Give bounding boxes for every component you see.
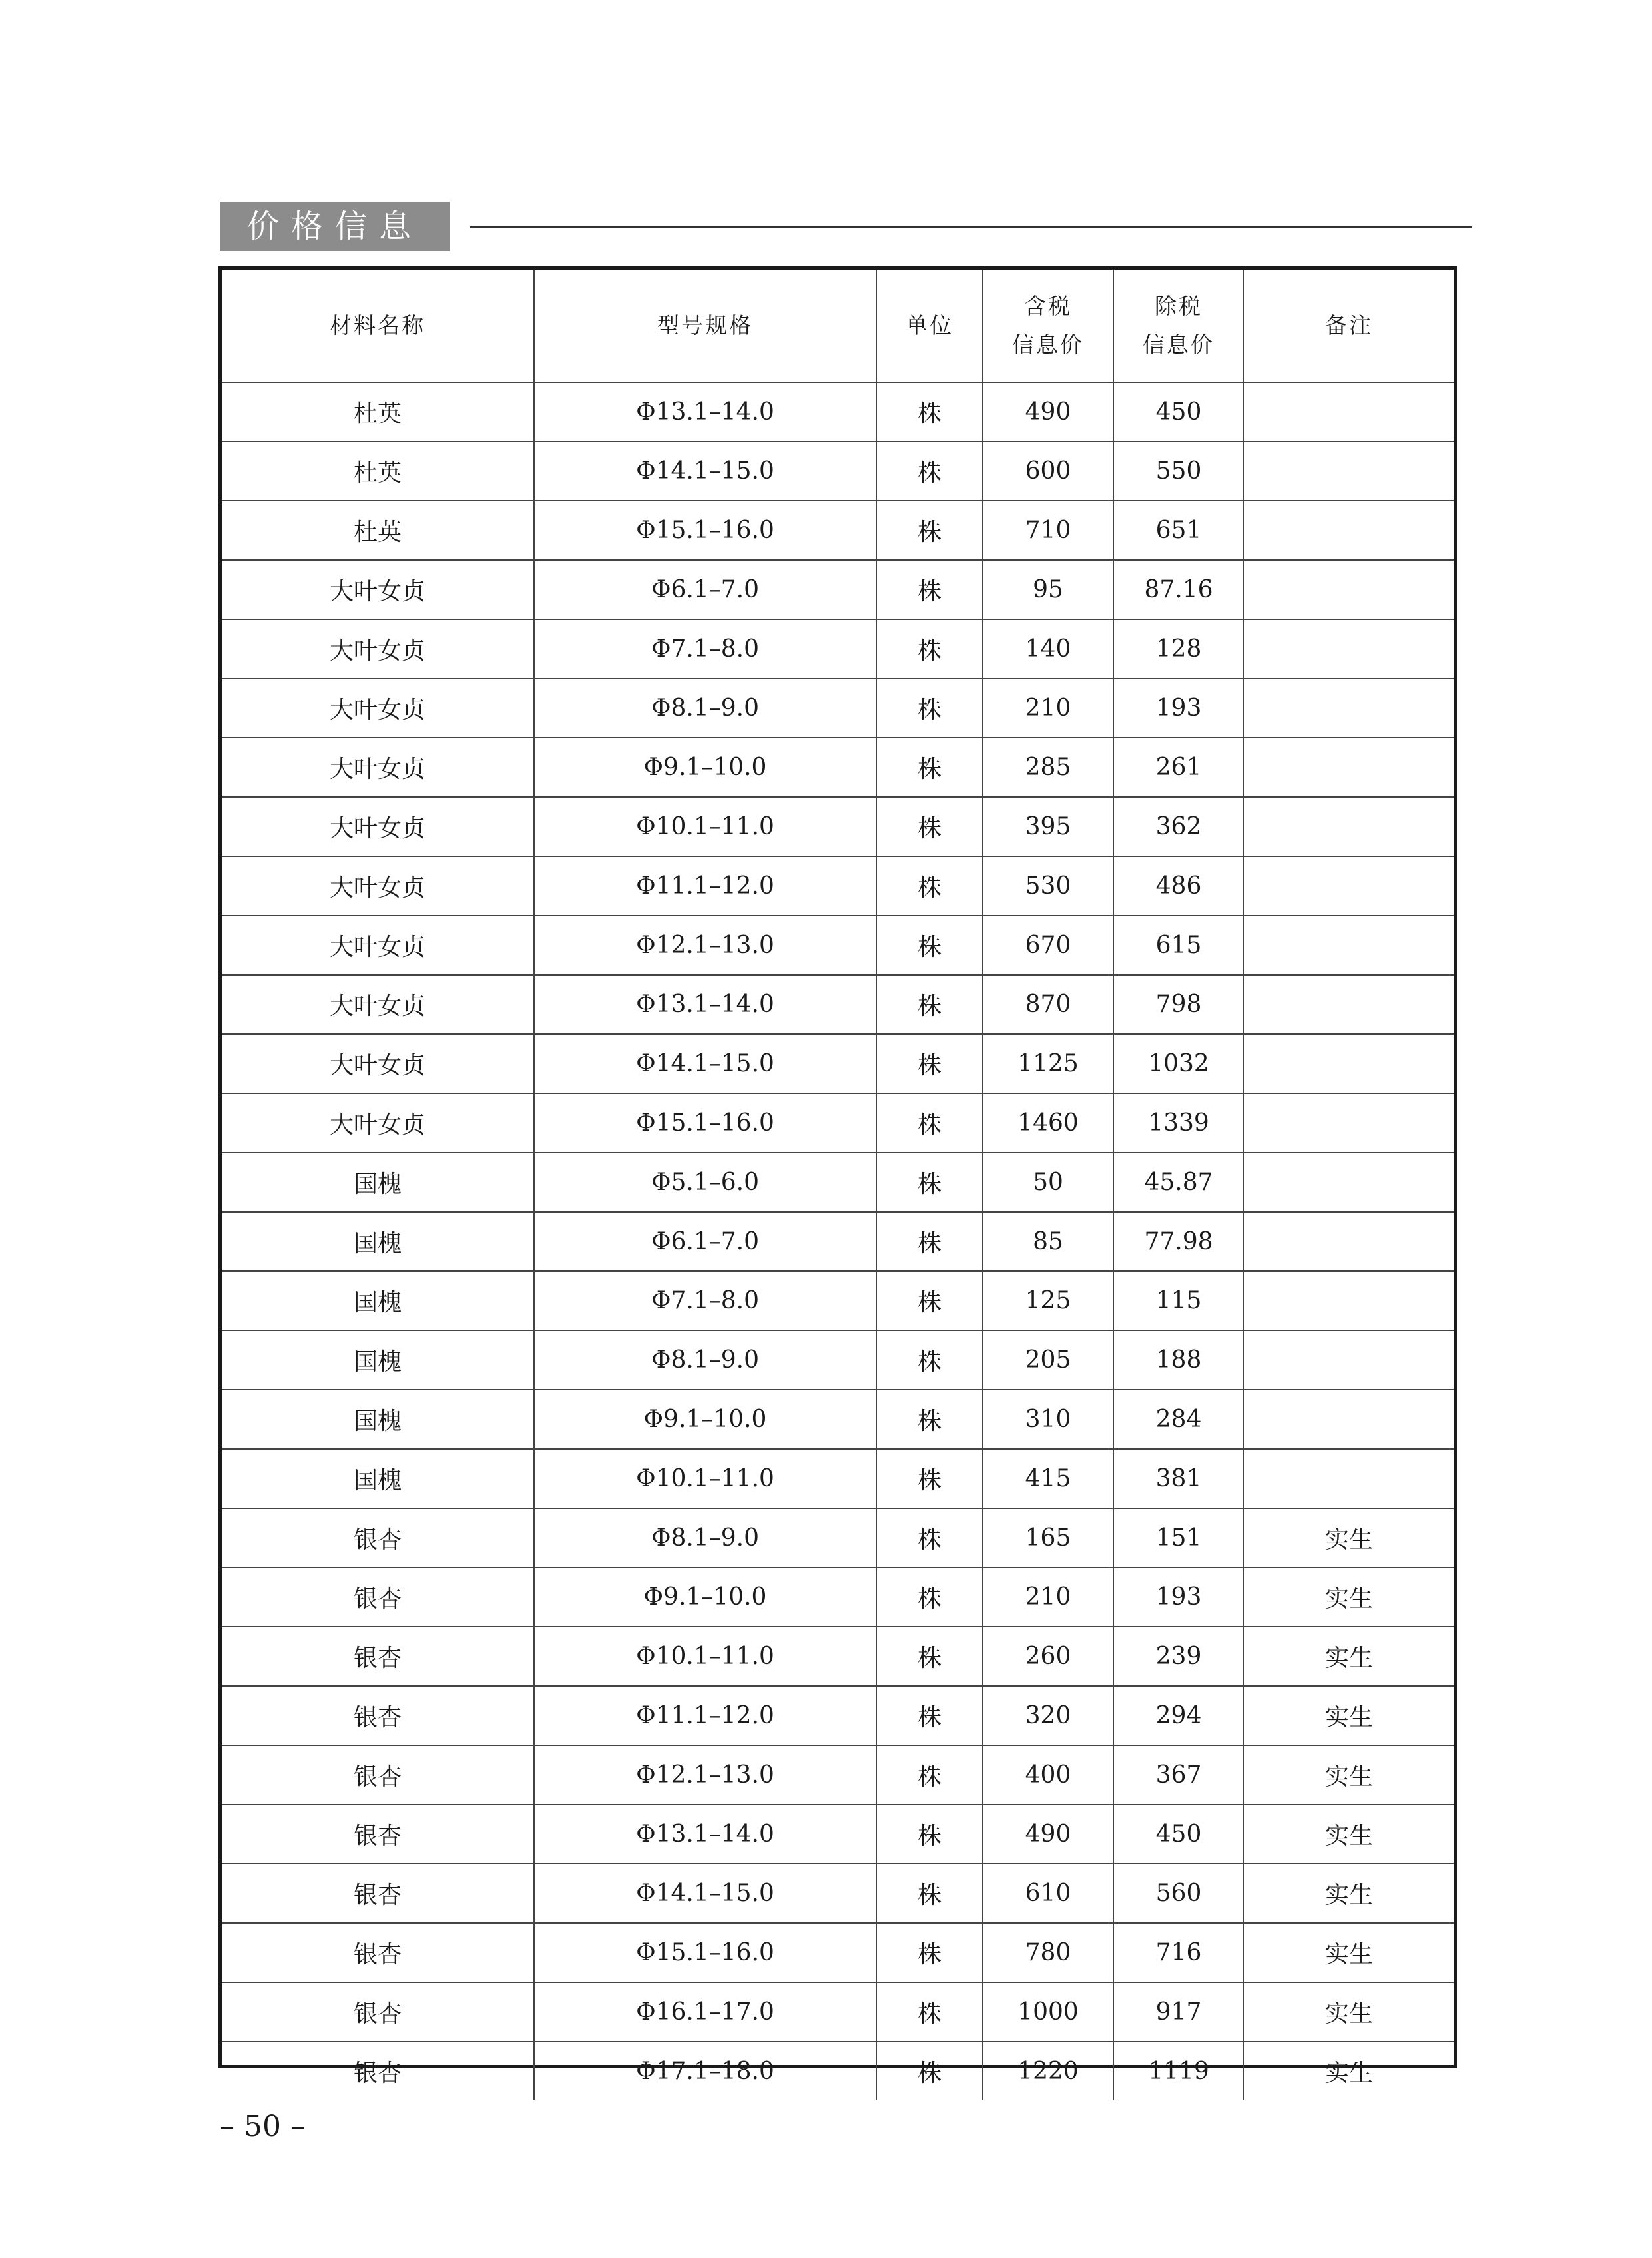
header-material-name: 材料名称 <box>222 270 534 382</box>
header-rule <box>470 226 1472 228</box>
cell-price-incl-tax: 670 <box>983 916 1113 975</box>
cell-remarks <box>1244 382 1454 441</box>
cell-unit: 株 <box>876 1805 983 1864</box>
cell-remarks <box>1244 797 1454 856</box>
cell-unit: 株 <box>876 1449 983 1508</box>
cell-unit: 株 <box>876 1093 983 1153</box>
cell-price-excl-tax: 188 <box>1113 1330 1244 1390</box>
cell-unit: 株 <box>876 1153 983 1212</box>
cell-price-excl-tax: 651 <box>1113 501 1244 560</box>
cell-material-name: 国槐 <box>222 1153 534 1212</box>
cell-price-excl-tax: 486 <box>1113 856 1244 916</box>
cell-price-excl-tax: 193 <box>1113 679 1244 738</box>
cell-price-incl-tax: 870 <box>983 975 1113 1034</box>
cell-price-incl-tax: 210 <box>983 679 1113 738</box>
cell-price-excl-tax: 115 <box>1113 1271 1244 1330</box>
cell-price-excl-tax: 716 <box>1113 1923 1244 1982</box>
cell-model-spec: Φ13.1–14.0 <box>534 382 876 441</box>
table-header-row <box>222 270 1454 382</box>
cell-price-incl-tax: 1220 <box>983 2042 1113 2100</box>
table-row <box>222 856 1454 916</box>
cell-model-spec: Φ16.1–17.0 <box>534 1982 876 2042</box>
cell-remarks <box>1244 619 1454 679</box>
table-row <box>222 1093 1454 1153</box>
price-table-frame <box>218 266 1457 2087</box>
cell-price-excl-tax: 362 <box>1113 797 1244 856</box>
cell-price-incl-tax: 490 <box>983 382 1113 441</box>
table-row <box>222 382 1454 441</box>
cell-model-spec: Φ15.1–16.0 <box>534 501 876 560</box>
table-row <box>222 797 1454 856</box>
cell-material-name: 国槐 <box>222 1449 534 1508</box>
cell-remarks <box>1244 856 1454 916</box>
cell-model-spec: Φ7.1–8.0 <box>534 619 876 679</box>
cell-unit: 株 <box>876 1864 983 1923</box>
header-unit: 单位 <box>876 270 983 382</box>
table-body <box>222 382 1454 2100</box>
cell-model-spec: Φ8.1–9.0 <box>534 679 876 738</box>
cell-model-spec: Φ9.1–10.0 <box>534 1567 876 1627</box>
cell-model-spec: Φ8.1–9.0 <box>534 1508 876 1567</box>
cell-remarks <box>1244 441 1454 501</box>
cell-price-excl-tax: 450 <box>1113 1805 1244 1864</box>
cell-remarks: 实生 <box>1244 1567 1454 1627</box>
cell-model-spec: Φ9.1–10.0 <box>534 1390 876 1449</box>
table-row <box>222 1982 1454 2042</box>
cell-remarks: 实生 <box>1244 1508 1454 1567</box>
cell-unit: 株 <box>876 382 983 441</box>
cell-remarks <box>1244 679 1454 738</box>
cell-remarks <box>1244 1093 1454 1153</box>
cell-remarks <box>1244 738 1454 797</box>
cell-unit: 株 <box>876 1271 983 1330</box>
cell-material-name: 银杏 <box>222 1745 534 1805</box>
cell-unit: 株 <box>876 619 983 679</box>
table-row <box>222 1627 1454 1686</box>
page-number: – 50 – <box>220 2110 305 2143</box>
cell-remarks <box>1244 1390 1454 1449</box>
cell-price-incl-tax: 600 <box>983 441 1113 501</box>
table-row <box>222 1271 1454 1330</box>
cell-unit: 株 <box>876 1330 983 1390</box>
cell-unit: 株 <box>876 797 983 856</box>
cell-model-spec: Φ10.1–11.0 <box>534 1449 876 1508</box>
cell-unit: 株 <box>876 1982 983 2042</box>
table-row <box>222 1390 1454 1449</box>
cell-unit: 株 <box>876 916 983 975</box>
cell-unit: 株 <box>876 501 983 560</box>
cell-price-incl-tax: 95 <box>983 560 1113 619</box>
cell-price-excl-tax: 450 <box>1113 382 1244 441</box>
cell-material-name: 银杏 <box>222 1686 534 1745</box>
table-row <box>222 916 1454 975</box>
table-row <box>222 501 1454 560</box>
cell-unit: 株 <box>876 975 983 1034</box>
cell-model-spec: Φ15.1–16.0 <box>534 1923 876 1982</box>
table-row <box>222 1923 1454 1982</box>
cell-unit: 株 <box>876 2042 983 2100</box>
cell-remarks <box>1244 560 1454 619</box>
cell-unit: 株 <box>876 441 983 501</box>
cell-unit: 株 <box>876 1745 983 1805</box>
cell-remarks: 实生 <box>1244 1805 1454 1864</box>
cell-material-name: 国槐 <box>222 1271 534 1330</box>
cell-price-excl-tax: 45.87 <box>1113 1153 1244 1212</box>
cell-price-incl-tax: 260 <box>983 1627 1113 1686</box>
cell-material-name: 杜英 <box>222 382 534 441</box>
cell-price-incl-tax: 285 <box>983 738 1113 797</box>
cell-unit: 株 <box>876 1923 983 1982</box>
cell-model-spec: Φ11.1–12.0 <box>534 1686 876 1745</box>
cell-remarks <box>1244 1153 1454 1212</box>
cell-unit: 株 <box>876 856 983 916</box>
table-row <box>222 679 1454 738</box>
cell-material-name: 大叶女贞 <box>222 1034 534 1093</box>
cell-remarks <box>1244 1330 1454 1390</box>
cell-remarks: 实生 <box>1244 1923 1454 1982</box>
cell-unit: 株 <box>876 738 983 797</box>
cell-remarks: 实生 <box>1244 1686 1454 1745</box>
cell-material-name: 杜英 <box>222 501 534 560</box>
cell-remarks: 实生 <box>1244 1745 1454 1805</box>
cell-remarks <box>1244 1034 1454 1093</box>
cell-price-excl-tax: 1119 <box>1113 2042 1244 2100</box>
cell-price-incl-tax: 490 <box>983 1805 1113 1864</box>
cell-remarks <box>1244 975 1454 1034</box>
cell-material-name: 大叶女贞 <box>222 738 534 797</box>
cell-material-name: 大叶女贞 <box>222 797 534 856</box>
cell-model-spec: Φ6.1–7.0 <box>534 1212 876 1271</box>
cell-price-excl-tax: 239 <box>1113 1627 1244 1686</box>
cell-material-name: 大叶女贞 <box>222 1093 534 1153</box>
table-row <box>222 1745 1454 1805</box>
cell-price-incl-tax: 395 <box>983 797 1113 856</box>
cell-price-excl-tax: 261 <box>1113 738 1244 797</box>
cell-unit: 株 <box>876 1567 983 1627</box>
cell-price-excl-tax: 294 <box>1113 1686 1244 1745</box>
cell-price-excl-tax: 128 <box>1113 619 1244 679</box>
cell-material-name: 银杏 <box>222 1627 534 1686</box>
cell-unit: 株 <box>876 1508 983 1567</box>
cell-price-incl-tax: 165 <box>983 1508 1113 1567</box>
cell-model-spec: Φ12.1–13.0 <box>534 1745 876 1805</box>
cell-remarks <box>1244 1212 1454 1271</box>
cell-price-incl-tax: 780 <box>983 1923 1113 1982</box>
cell-unit: 株 <box>876 1627 983 1686</box>
table-row <box>222 1212 1454 1271</box>
cell-price-excl-tax: 151 <box>1113 1508 1244 1567</box>
cell-price-incl-tax: 310 <box>983 1390 1113 1449</box>
cell-model-spec: Φ10.1–11.0 <box>534 1627 876 1686</box>
cell-model-spec: Φ5.1–6.0 <box>534 1153 876 1212</box>
cell-material-name: 大叶女贞 <box>222 975 534 1034</box>
cell-material-name: 国槐 <box>222 1390 534 1449</box>
section-title: 价格信息 <box>220 202 450 251</box>
cell-price-incl-tax: 530 <box>983 856 1113 916</box>
cell-remarks <box>1244 916 1454 975</box>
cell-material-name: 银杏 <box>222 1508 534 1567</box>
cell-material-name: 杜英 <box>222 441 534 501</box>
cell-material-name: 银杏 <box>222 2042 534 2100</box>
cell-price-incl-tax: 710 <box>983 501 1113 560</box>
cell-price-incl-tax: 1000 <box>983 1982 1113 2042</box>
table-row <box>222 560 1454 619</box>
table-row <box>222 1508 1454 1567</box>
cell-price-excl-tax: 193 <box>1113 1567 1244 1627</box>
table-row <box>222 1153 1454 1212</box>
cell-material-name: 银杏 <box>222 1982 534 2042</box>
cell-price-incl-tax: 1125 <box>983 1034 1113 1093</box>
cell-price-incl-tax: 1460 <box>983 1093 1113 1153</box>
cell-unit: 株 <box>876 1686 983 1745</box>
cell-model-spec: Φ14.1–15.0 <box>534 1034 876 1093</box>
table-row <box>222 1805 1454 1864</box>
cell-price-incl-tax: 320 <box>983 1686 1113 1745</box>
cell-price-incl-tax: 415 <box>983 1449 1113 1508</box>
cell-price-excl-tax: 367 <box>1113 1745 1244 1805</box>
table-row <box>222 975 1454 1034</box>
cell-remarks: 实生 <box>1244 1864 1454 1923</box>
header-price-excl-tax: 除税 信息价 <box>1113 270 1244 382</box>
cell-price-incl-tax: 50 <box>983 1153 1113 1212</box>
cell-price-excl-tax: 381 <box>1113 1449 1244 1508</box>
cell-remarks <box>1244 501 1454 560</box>
cell-material-name: 银杏 <box>222 1805 534 1864</box>
cell-price-incl-tax: 125 <box>983 1271 1113 1330</box>
cell-material-name: 大叶女贞 <box>222 679 534 738</box>
table-row <box>222 1034 1454 1093</box>
cell-unit: 株 <box>876 1212 983 1271</box>
cell-unit: 株 <box>876 679 983 738</box>
table-row <box>222 1567 1454 1627</box>
cell-remarks <box>1244 1271 1454 1330</box>
cell-price-excl-tax: 1032 <box>1113 1034 1244 1093</box>
cell-model-spec: Φ14.1–15.0 <box>534 1864 876 1923</box>
cell-model-spec: Φ17.1–18.0 <box>534 2042 876 2100</box>
cell-unit: 株 <box>876 560 983 619</box>
table-row <box>222 1864 1454 1923</box>
cell-price-incl-tax: 210 <box>983 1567 1113 1627</box>
cell-price-incl-tax: 205 <box>983 1330 1113 1390</box>
table-row <box>222 738 1454 797</box>
cell-material-name: 银杏 <box>222 1864 534 1923</box>
cell-model-spec: Φ10.1–11.0 <box>534 797 876 856</box>
cell-model-spec: Φ9.1–10.0 <box>534 738 876 797</box>
cell-model-spec: Φ6.1–7.0 <box>534 560 876 619</box>
cell-price-incl-tax: 85 <box>983 1212 1113 1271</box>
cell-material-name: 大叶女贞 <box>222 916 534 975</box>
cell-material-name: 银杏 <box>222 1567 534 1627</box>
cell-remarks <box>1244 1449 1454 1508</box>
cell-price-excl-tax: 284 <box>1113 1390 1244 1449</box>
cell-price-incl-tax: 400 <box>983 1745 1113 1805</box>
cell-model-spec: Φ7.1–8.0 <box>534 1271 876 1330</box>
table-row <box>222 619 1454 679</box>
header-model-spec: 型号规格 <box>534 270 876 382</box>
cell-model-spec: Φ13.1–14.0 <box>534 975 876 1034</box>
cell-model-spec: Φ15.1–16.0 <box>534 1093 876 1153</box>
cell-price-excl-tax: 550 <box>1113 441 1244 501</box>
cell-price-excl-tax: 798 <box>1113 975 1244 1034</box>
cell-price-excl-tax: 560 <box>1113 1864 1244 1923</box>
cell-price-excl-tax: 1339 <box>1113 1093 1244 1153</box>
table-row <box>222 2042 1454 2100</box>
table-row <box>222 1686 1454 1745</box>
header-remarks: 备注 <box>1244 270 1454 382</box>
cell-price-excl-tax: 77.98 <box>1113 1212 1244 1271</box>
cell-material-name: 国槐 <box>222 1330 534 1390</box>
cell-price-excl-tax: 87.16 <box>1113 560 1244 619</box>
cell-price-excl-tax: 615 <box>1113 916 1244 975</box>
cell-model-spec: Φ11.1–12.0 <box>534 856 876 916</box>
cell-model-spec: Φ8.1–9.0 <box>534 1330 876 1390</box>
table-row <box>222 1330 1454 1390</box>
cell-remarks: 实生 <box>1244 1627 1454 1686</box>
cell-material-name: 大叶女贞 <box>222 619 534 679</box>
cell-material-name: 银杏 <box>222 1923 534 1982</box>
cell-model-spec: Φ12.1–13.0 <box>534 916 876 975</box>
cell-model-spec: Φ14.1–15.0 <box>534 441 876 501</box>
cell-remarks: 实生 <box>1244 1982 1454 2042</box>
cell-price-incl-tax: 140 <box>983 619 1113 679</box>
header-price-incl-tax: 含税 信息价 <box>983 270 1113 382</box>
table-row <box>222 441 1454 501</box>
cell-price-incl-tax: 610 <box>983 1864 1113 1923</box>
table-row <box>222 1449 1454 1508</box>
cell-material-name: 大叶女贞 <box>222 560 534 619</box>
cell-unit: 株 <box>876 1034 983 1093</box>
cell-unit: 株 <box>876 1390 983 1449</box>
cell-material-name: 大叶女贞 <box>222 856 534 916</box>
cell-material-name: 国槐 <box>222 1212 534 1271</box>
cell-price-excl-tax: 917 <box>1113 1982 1244 2042</box>
price-table <box>222 270 1454 2100</box>
cell-model-spec: Φ13.1–14.0 <box>534 1805 876 1864</box>
section-header <box>220 202 1472 251</box>
cell-remarks: 实生 <box>1244 2042 1454 2100</box>
